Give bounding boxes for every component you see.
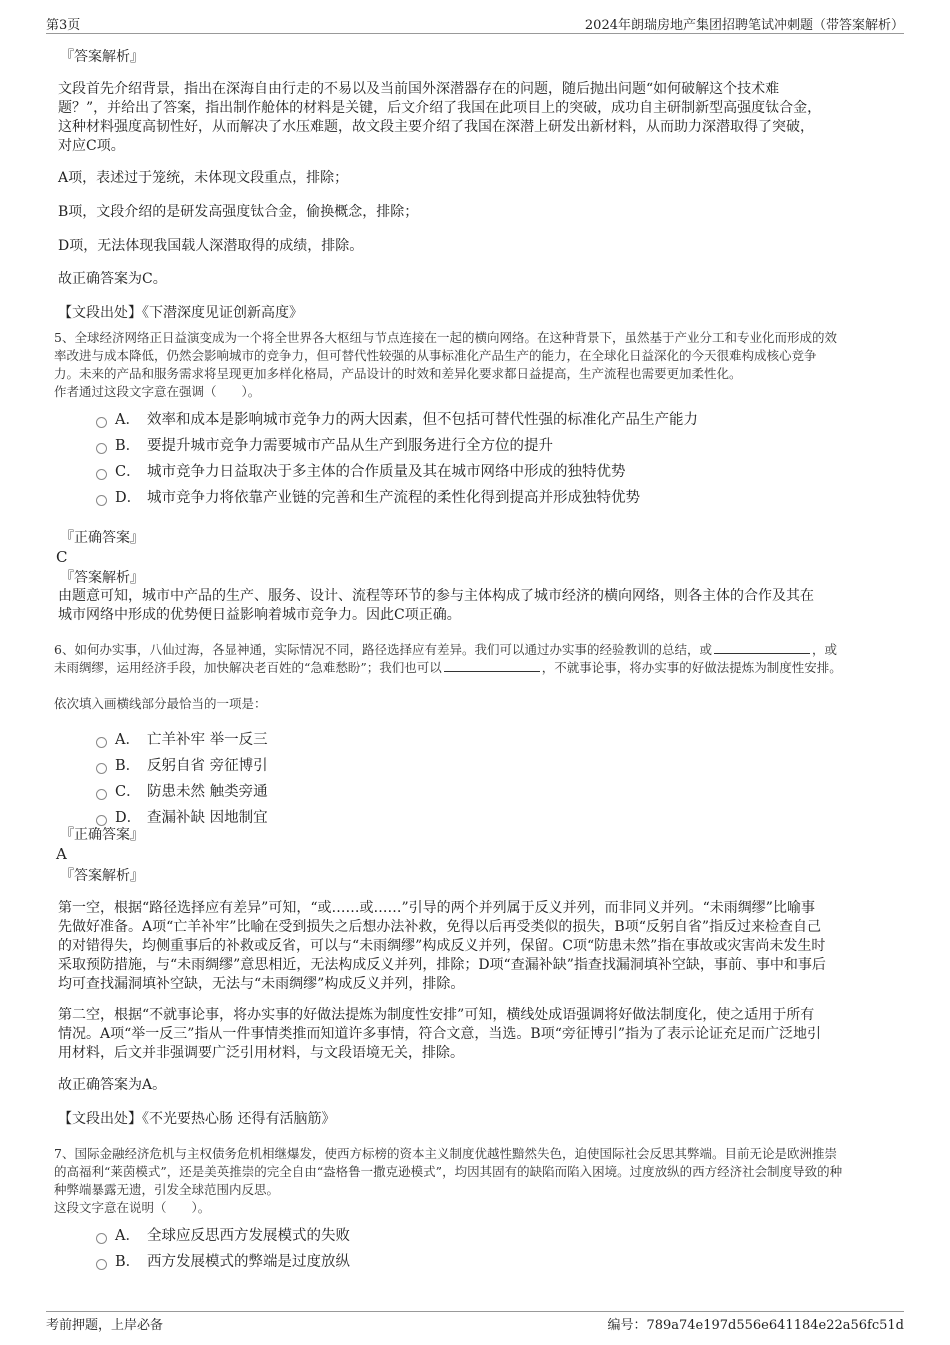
text-line: 第一空，根据“路径选择应有差异”可知，“或……或……”引导的两个并列属于反义并列，而非同义并列。“未雨绸缪”比喻事 [58, 900, 815, 916]
option-text: 效率和成本是影响城市竞争力的两大因素，但不包括可替代性强的标准化产品生产能力 [147, 412, 698, 428]
option-text: 全球应反思西方发展模式的失败 [147, 1228, 350, 1244]
q4-conclusion: 故正确答案为C。 [58, 271, 167, 287]
text-line: 力。未来的产品和服务需求将呈现更加多样化格局，产品设计的时效和差异化要求都日益提高，生产流程也需要更加柔性化。 [54, 366, 742, 381]
q5-option-b[interactable] [96, 436, 553, 456]
q6-option-c[interactable] [96, 782, 268, 802]
option-key: A． [115, 412, 140, 428]
q6-source: 【文段出处】《不光要热心肠 还得有活脑筋》 [58, 1111, 336, 1127]
radio-button[interactable] [96, 815, 107, 826]
q5-option-d[interactable] [96, 488, 640, 508]
q6-answer-label: 『正确答案』 [60, 827, 144, 843]
option-key: B． [115, 438, 141, 454]
text-line: 种弊端暴露无遗，引发全球范围内反思。 [54, 1182, 280, 1197]
q6-option-b[interactable] [96, 756, 268, 776]
text-line: 文段首先介绍背景，指出在深海自由行走的不易以及当前国外深潜器存在的问题，随后抛出问题“如何破解这个技术难 [58, 81, 780, 97]
option-key: A． [115, 1228, 140, 1244]
text-line: 均可查找漏洞填补空缺，无法与“未雨绸缪”构成反义并列，排除。 [58, 976, 465, 992]
q5-analysis-text [58, 587, 814, 625]
option-text: 反躬自省 旁征博引 [147, 758, 268, 774]
text-line: 由题意可知，城市中产品的生产、服务、设计、流程等环节的参与主体构成了城市经济的横向网络，则各主体的合作及其在 [58, 588, 814, 604]
option-key: B． [115, 1254, 141, 1270]
text-line: 5、全球经济网络正日益演变成为一个将全世界各大枢纽与节点连接在一起的横向网络。在这种背景下，虽然基于产业分工和专业化而形成的效 [54, 330, 837, 345]
text-line: 的高福利“莱茵模式”，还是美英推崇的完全自由“盎格鲁一撒克逊模式”，均因其固有的缺陷而陷入困境。过度放纵的西方经济社会制度导致的种 [54, 1164, 843, 1179]
text-line: 作者通过这段文字意在强调（ ）。 [54, 384, 261, 399]
q5-option-a[interactable] [96, 410, 698, 430]
q7-stem [54, 1145, 842, 1217]
q4-note-b: B项，文段介绍的是研发高强度钛合金，偷换概念，排除； [58, 204, 419, 220]
option-text: 城市竞争力将依靠产业链的完善和生产流程的柔性化得到提高并形成独特优势 [147, 490, 640, 506]
q4-note-d: D项，无法体现我国载人深潜取得的成绩，排除。 [58, 238, 364, 254]
radio-button[interactable] [96, 1233, 107, 1244]
document-title: 2024年朗瑞房地产集团招聘笔试冲刺题（带答案解析） [584, 18, 904, 33]
radio-button[interactable] [96, 495, 107, 506]
q5-answer: C [56, 548, 68, 566]
q6-option-d[interactable] [96, 808, 268, 828]
option-key: B． [115, 758, 141, 774]
q6-stem [54, 641, 842, 677]
q6-option-a[interactable] [96, 730, 268, 750]
option-key: D． [115, 810, 142, 826]
text-line: 采取预防措施，与“未雨绸缪”意思相近，无法构成反义并列，排除；D项“查漏补缺”指查找漏洞填补空缺，事前、事中和事后 [58, 957, 826, 973]
text-line: 这段文字意在说明（ ）。 [54, 1200, 211, 1215]
radio-button[interactable] [96, 1259, 107, 1270]
page-header [46, 14, 904, 34]
option-text: 查漏补缺 因地制宜 [147, 810, 268, 826]
option-key: A． [115, 732, 140, 748]
option-text: 亡羊补牢 举一反三 [147, 732, 268, 748]
text-line: 题？”，并给出了答案，指出制作舱体的材料是关键，后文介绍了我国在此项目上的突破，成功自主研制新型高强度钛合金， [58, 100, 822, 116]
q5-stem [54, 329, 837, 401]
q4-source: 【文段出处】《下潜深度见证创新高度》 [58, 305, 303, 321]
option-text: 西方发展模式的弊端是过度放纵 [147, 1254, 350, 1270]
fill-blank-2 [444, 659, 540, 672]
text-line: 对应C项。 [58, 138, 125, 154]
text-line: 情况。A项“举一反三”指从一件事情类推而知道许多事情，符合文意，当选。B项“旁征博引”指为了表示论证充足而广泛地引 [58, 1026, 822, 1042]
q7-option-b[interactable] [96, 1252, 350, 1272]
radio-button[interactable] [96, 789, 107, 800]
q5-option-c[interactable] [96, 462, 626, 482]
q6-answer: A [56, 845, 67, 863]
text-line: 7、国际金融经济危机与主权债务危机相继爆发，使西方标榜的资本主义制度优越性黯然失色，迫使国际社会反思其弊端。目前无论是欧洲推崇 [54, 1146, 837, 1161]
fill-blank-1 [714, 641, 810, 654]
text-line: 城市网络中形成的优势便日益影响着城市竞争力。因此C项正确。 [58, 607, 461, 623]
option-text: 要提升城市竞争力需要城市产品从生产到服务进行全方位的提升 [147, 438, 553, 454]
q4-note-a: A项，表述过于笼统，未体现文段重点，排除； [58, 170, 349, 186]
q6-analysis-label: 『答案解析』 [60, 868, 144, 884]
text-line: 用材料，后文并非强调要广泛引用材料，与文段语境无关，排除。 [58, 1045, 464, 1061]
q6-analysis-para1 [58, 899, 826, 994]
radio-button[interactable] [96, 763, 107, 774]
text-line: 率改进与成本降低，仍然会影响城市的竞争力，但可替代性较强的从事标准化产品生产的能力，在全球化日益深化的今天很难构成核心竞争 [54, 348, 817, 363]
text-line: 6、如何办实事，八仙过海，各显神通，实际情况不同，路径选择应有差异。我们可以通过办实事的经验教训的总结，或 ，或 [54, 642, 837, 657]
radio-button[interactable] [96, 737, 107, 748]
q7-option-a[interactable] [96, 1226, 350, 1246]
radio-button[interactable] [96, 417, 107, 428]
radio-button[interactable] [96, 469, 107, 480]
option-text: 城市竞争力日益取决于多主体的合作质量及其在城市网络中形成的独特优势 [147, 464, 626, 480]
q6-conclusion: 故正确答案为A。 [58, 1077, 167, 1093]
option-key: C． [115, 464, 141, 480]
option-key: D． [115, 490, 142, 506]
radio-button[interactable] [96, 443, 107, 454]
option-text: 防患未然 触类旁通 [147, 784, 268, 800]
q5-analysis-label: 『答案解析』 [60, 570, 144, 586]
q6-analysis-para2 [58, 1006, 821, 1063]
text-line: 的对错得失，均侧重事后的补救或反省，可以与“未雨绸缪”构成反义并列，保留。C项“防患未然”指在事故或灾害尚未发生时 [58, 938, 826, 954]
option-key: C． [115, 784, 141, 800]
q4-analysis-label: 『答案解析』 [60, 49, 144, 65]
page-footer [46, 1311, 904, 1333]
document-id: 编号：789a74e197d556e641184e22a56fc51d [607, 1318, 904, 1333]
q5-answer-label: 『正确答案』 [60, 530, 144, 546]
page-number: 第3页 [46, 18, 81, 33]
text-line: 未雨绸缪，运用经济手段，加快解决老百姓的“急难愁盼”；我们也可以 ，不就事论事，将办实事的好做法提炼为制度性安排。 [54, 660, 842, 675]
q6-prompt: 依次填入画横线部分最恰当的一项是： [54, 696, 267, 711]
q4-analysis-text [58, 80, 821, 156]
text-line: 这种材料强度高韧性好，从而解决了水压难题，故文段主要介绍了我国在深潜上研发出新材料，从而助力深潜取得了突破， [58, 119, 814, 135]
text-line: 先做好准备。A项“亡羊补牢”比喻在受到损失之后想办法补救，免得以后再受类似的损失，B项“反躬自省”指反过来检查自己 [58, 919, 822, 935]
text-line: 第二空，根据“不就事论事，将办实事的好做法提炼为制度性安排”可知，横线处成语强调将好做法制度化，使之适用于所有 [58, 1007, 815, 1023]
footer-slogan: 考前押题，上岸必备 [46, 1318, 164, 1333]
